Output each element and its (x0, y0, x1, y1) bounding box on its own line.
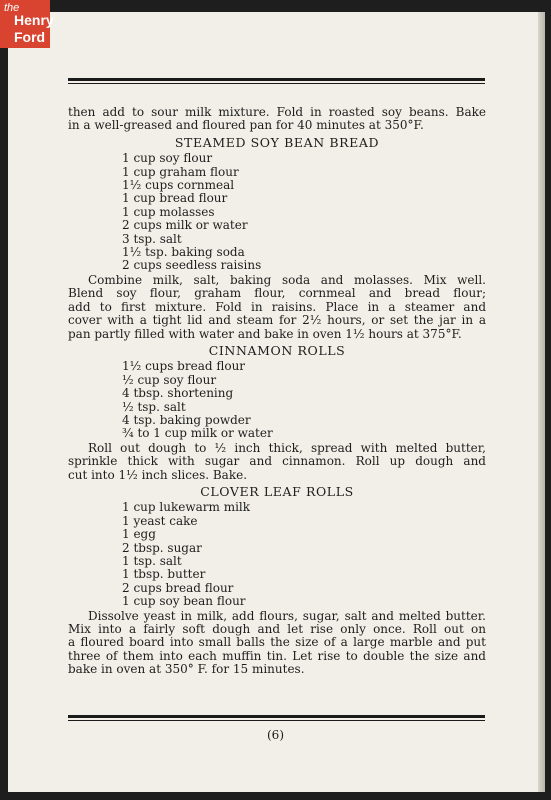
ingredient-item: 1½ cups bread flour (122, 359, 246, 374)
top-rule-thin (68, 83, 485, 84)
intro-line: in a well-greased and floured pan for 40 minutes at 350°F. (68, 118, 424, 133)
recipe-title: CLOVER LEAF ROLLS (200, 483, 354, 499)
directions-line: a floured board into small balls the size of a large marble and put (68, 635, 486, 650)
page-number: (6) (267, 728, 284, 742)
ingredient-item: 3 tsp. salt (122, 231, 182, 246)
top-rule (68, 78, 485, 84)
ingredient-item: 1 cup graham flour (122, 164, 239, 179)
ingredient-item: 1 cup bread flour (122, 191, 228, 206)
directions-line: Combine milk, salt, baking soda and molasses. Mix well. (88, 272, 486, 287)
ingredient-item: 2 cups bread flour (122, 580, 234, 595)
directions-line: Blend soy flour, graham flour, cornmeal and bread flour; (68, 286, 486, 301)
directions-line: Dissolve yeast in milk, add flours, sugar, salt and melted butter. (88, 608, 486, 623)
ingredient-item: 1 tsp. salt (122, 554, 182, 568)
bottom-rule-thick (68, 715, 485, 718)
logo-text-ford: Ford (14, 29, 46, 45)
ingredient-item: 4 tsp. baking powder (122, 412, 251, 427)
ingredient-item: 1 cup soy flour (122, 151, 213, 166)
directions-line: cut into 1½ inch slices. Bake. (68, 467, 248, 482)
directions-line: Roll out dough to ½ inch thick, spread with melted butter, (88, 440, 486, 455)
directions-line: sprinkle thick with sugar and cinnamon. Roll up dough and (68, 454, 486, 469)
bottom-rule-thin (68, 720, 485, 721)
ingredient-item: 1 cup molasses (122, 204, 215, 219)
directions-line: pan partly filled with water and bake in oven 1½ hours at 375°F. (68, 326, 462, 341)
ingredient-item: 1 tbsp. butter (122, 567, 206, 582)
directions-line: Mix into a fairly soft dough and let rise only once. Roll out on (68, 622, 486, 637)
recipe-title: CINNAMON ROLLS (208, 342, 346, 358)
henry-ford-logo (0, 0, 54, 48)
ingredient-item: 1 cup lukewarm milk (122, 500, 251, 515)
logo-text-henry: Henry (14, 12, 54, 28)
ingredient-item: 2 cups milk or water (122, 218, 248, 233)
logo-text-the: the (4, 2, 20, 14)
ingredient-item: 1½ cups cornmeal (122, 178, 235, 193)
bottom-rule (68, 715, 485, 721)
ingredient-list (122, 152, 486, 273)
ingredient-item: 2 tbsp. sugar (122, 540, 202, 555)
ingredient-list (122, 501, 486, 608)
ingredient-item: 2 cups seedless raisins (122, 258, 262, 273)
directions-line: add to first mixture. Fold in raisins. Place in a steamer and (68, 299, 486, 314)
ingredient-item: 4 tbsp. shortening (122, 386, 234, 401)
ingredient-item: 1 egg (122, 527, 156, 542)
ingredient-item: ½ cup soy flour (122, 372, 217, 387)
page-content (68, 106, 486, 677)
directions-line: bake in oven at 350° F. for 15 minutes. (68, 662, 305, 677)
ingredient-list (122, 360, 486, 440)
ingredient-item: ¾ to 1 cup milk or water (122, 426, 273, 441)
ingredient-item: 1½ tsp. baking soda (122, 245, 245, 260)
intro-line: then add to sour milk mixture. Fold in roasted soy beans. Bake (68, 105, 486, 119)
recipe-title: STEAMED SOY BEAN BREAD (174, 134, 380, 150)
ingredient-item: 1 cup soy bean flour (122, 594, 246, 609)
top-rule-thick (68, 78, 485, 81)
directions-line: cover with a tight lid and steam for 2½ hours, or set the jar in a (68, 313, 486, 328)
page-edge (538, 12, 545, 792)
ingredient-item: ½ tsp. salt (122, 399, 186, 414)
ingredient-item: 1 yeast cake (122, 513, 198, 528)
directions-line: three of them into each muffin tin. Let rise to double the size and (68, 648, 486, 663)
